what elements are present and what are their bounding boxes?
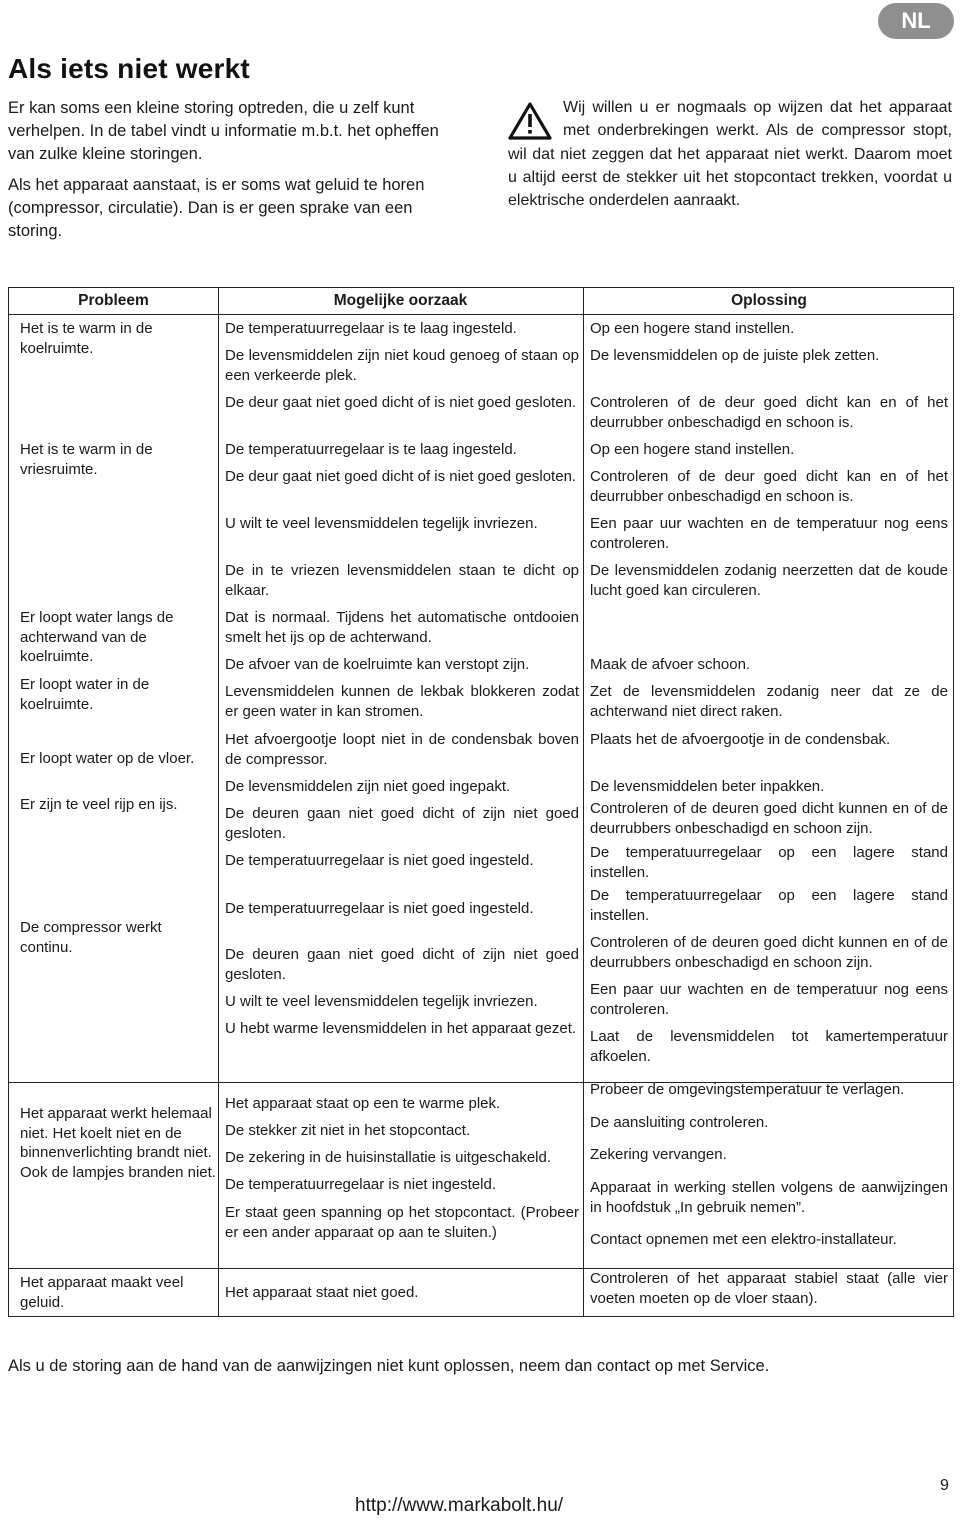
- solution-cell: Een paar uur wachten en de temperatuur nog eens controleren.: [590, 515, 948, 552]
- page-title: Als iets niet werkt: [8, 53, 250, 84]
- intro-paragraph-2: Als het apparaat aanstaat, is er soms wat geluid te horen (compressor, circulatie). Dan is er geen sprake van een storing.: [8, 176, 425, 240]
- cause-cell: Het apparaat staat niet goed.: [225, 1284, 419, 1301]
- cause-cell: De temperatuurregelaar is niet ingesteld.: [225, 1176, 496, 1193]
- cause-cell: U wilt te veel levensmiddelen tegelijk invriezen.: [225, 993, 538, 1010]
- cause-cell: De temperatuurregelaar is te laag ingesteld.: [225, 441, 517, 458]
- header-probleem: Probleem: [78, 292, 149, 309]
- problem-cell: Het apparaat maakt veel geluid.: [20, 1274, 184, 1311]
- problem-cell: Het is te warm in de koelruimte.: [20, 320, 153, 357]
- cause-cell: De in te vriezen levensmiddelen staan te dicht op elkaar.: [225, 562, 579, 599]
- cause-cell: De zekering in de huisinstallatie is uitgeschakeld.: [225, 1149, 552, 1166]
- solution-cell: Probeer de omgevingstemperatuur te verlagen.: [590, 1081, 905, 1098]
- page-number: 9: [940, 1477, 949, 1494]
- warning-note: [508, 96, 952, 212]
- problem-cell: Er loopt water langs de achterwand van de koelruimte.: [20, 609, 174, 665]
- problem-cell: De compressor werkt continu.: [20, 919, 162, 956]
- solution-cell: Zekering vervangen.: [590, 1146, 727, 1163]
- solution-cell: Apparaat in werking stellen volgens de aanwijzingen in hoofdstuk „In gebruik nemen”.: [590, 1179, 948, 1216]
- intro-paragraph-1: Er kan soms een kleine storing optreden, die u zelf kunt verhelpen. In de tabel vindt u informatie m.b.t. het opheffen van zulke kleine storingen.: [8, 99, 439, 163]
- cause-cell: Dat is normaal. Tijdens het automatische ontdooien smelt het ijs op de achterwand.: [225, 609, 579, 646]
- solution-cell: Laat de levensmiddelen tot kamertemperatuur afkoelen.: [590, 1028, 948, 1065]
- problem-cell: Er zijn te veel rijp en ijs.: [20, 796, 178, 813]
- solution-cell: Een paar uur wachten en de temperatuur nog eens controleren.: [590, 981, 948, 1018]
- cause-cell: De deuren gaan niet goed dicht of zijn niet goed gesloten.: [225, 805, 579, 842]
- cause-cell: De afvoer van de koelruimte kan verstopt zijn.: [225, 656, 530, 673]
- solution-cell: Controleren of de deur goed dicht kan en of het deurrubber onbeschadigd en schoon is.: [590, 394, 948, 431]
- cause-cell: U hebt warme levensmiddelen in het apparaat gezet.: [225, 1020, 577, 1037]
- warning-text: Wij willen u er nogmaals op wijzen dat het apparaat met onderbrekingen werkt. Als de compressor stopt, wil dat niet zeggen dat het apparaat niet werkt. Daarom moet u altijd eerst de stekker uit het stopcontact trekken, voordat u elektrische onderdelen aanraakt.: [508, 99, 952, 210]
- cause-cell: U wilt te veel levensmiddelen tegelijk invriezen.: [225, 515, 538, 532]
- cause-cell: De temperatuurregelaar is te laag ingesteld.: [225, 320, 517, 337]
- cause-cell: De temperatuurregelaar is niet goed ingesteld.: [225, 852, 534, 869]
- solution-cell: De aansluiting controleren.: [590, 1114, 769, 1131]
- cause-cell: De deur gaat niet goed dicht of is niet goed gesloten.: [225, 394, 577, 411]
- solution-cell: De levensmiddelen op de juiste plek zetten.: [590, 347, 880, 364]
- troubleshooting-table: [8, 287, 954, 1317]
- problem-cell: Er loopt water in de koelruimte.: [20, 676, 150, 713]
- cause-cell: De deuren gaan niet goed dicht of zijn niet goed gesloten.: [225, 946, 579, 983]
- solution-cell: De levensmiddelen beter inpakken.: [590, 778, 825, 795]
- cause-cell: De stekker zit niet in het stopcontact.: [225, 1122, 471, 1139]
- cause-cell: De temperatuurregelaar is niet goed ingesteld.: [225, 900, 534, 917]
- intro-text: [8, 97, 453, 251]
- solution-cell: Maak de afvoer schoon.: [590, 656, 751, 673]
- language-badge: NL: [878, 3, 954, 39]
- solution-cell: Controleren of de deur goed dicht kan en of het deurrubber onbeschadigd en schoon is.: [590, 468, 948, 505]
- solution-cell: Controleren of het apparaat stabiel staat (alle vier voeten moeten op de vloer staan).: [590, 1270, 948, 1307]
- solution-cell: Controleren of de deuren goed dicht kunnen en of de deurrubbers onbeschadigd en schoon zijn.: [590, 934, 948, 971]
- problem-cell: Er loopt water op de vloer.: [20, 750, 195, 767]
- solution-cell: De temperatuurregelaar op een lagere stand instellen.: [590, 887, 948, 924]
- solution-cell: Zet de levensmiddelen zodanig neer dat ze de achterwand niet direct raken.: [590, 683, 948, 720]
- problem-cell: Het apparaat werkt helemaal niet. Het koelt niet en de binnenverlichting brandt niet. Ook de lampjes branden niet.: [20, 1105, 216, 1181]
- source-url: http://www.markabolt.hu/: [355, 1495, 564, 1516]
- solution-cell: Plaats het de afvoergootje in de condensbak.: [590, 731, 891, 748]
- problem-cell: Het is te warm in de vriesruimte.: [20, 441, 153, 478]
- cause-cell: Levensmiddelen kunnen de lekbak blokkeren zodat er geen water in kan stromen.: [225, 683, 579, 720]
- solution-cell: Controleren of de deuren goed dicht kunnen en of de deurrubbers onbeschadigd en schoon zijn.: [590, 800, 948, 837]
- solution-cell: Op een hogere stand instellen.: [590, 320, 795, 337]
- cause-cell: Er staat geen spanning op het stopcontact. (Probeer er een ander apparaat op aan te sluiten.): [225, 1204, 579, 1241]
- footer-note: Als u de storing aan de hand van de aanwijzingen niet kunt oplossen, neem dan contact op met Service.: [8, 1357, 770, 1375]
- header-oorzaak: Mogelijke oorzaak: [333, 292, 468, 309]
- cause-cell: De levensmiddelen zijn niet koud genoeg of staan op een verkeerde plek.: [225, 347, 579, 384]
- cause-cell: Het apparaat staat op een te warme plek.: [225, 1095, 501, 1112]
- header-oplossing: Oplossing: [731, 292, 807, 309]
- solution-cell: De levensmiddelen zodanig neerzetten dat de koude lucht goed kan circuleren.: [590, 562, 948, 599]
- cause-cell: De levensmiddelen zijn niet goed ingepakt.: [225, 778, 511, 795]
- solution-cell: Op een hogere stand instellen.: [590, 441, 795, 458]
- cause-cell: De deur gaat niet goed dicht of is niet goed gesloten.: [225, 468, 577, 485]
- cause-cell: Het afvoergootje loopt niet in de condensbak boven de compressor.: [225, 731, 579, 768]
- solution-cell: Contact opnemen met een elektro-installateur.: [590, 1231, 897, 1248]
- solution-cell: De temperatuurregelaar op een lagere stand instellen.: [590, 844, 948, 881]
